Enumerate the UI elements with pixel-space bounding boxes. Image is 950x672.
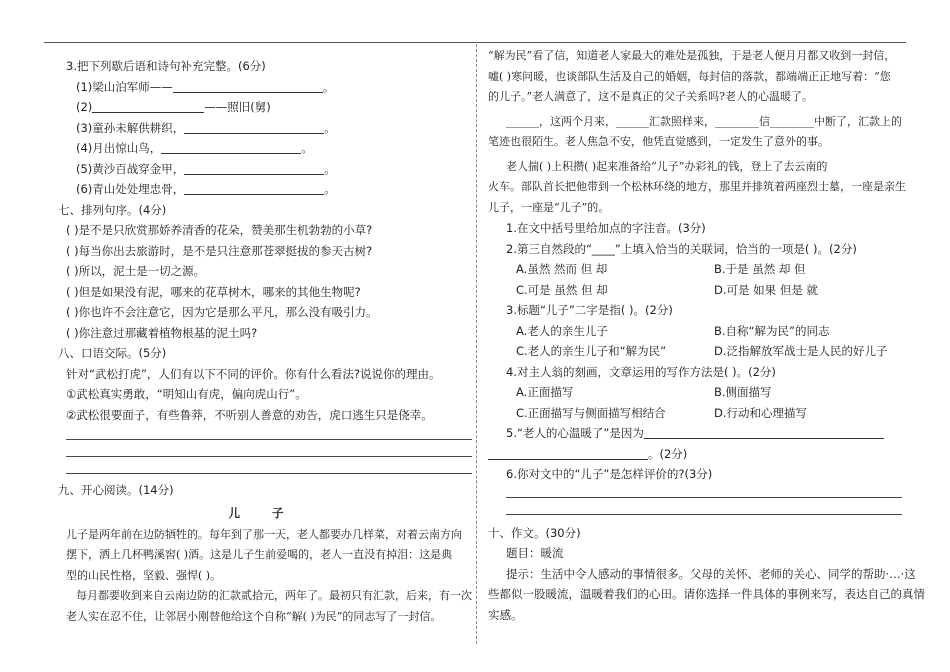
option-c[interactable]: C.可是 虽然 但 却 <box>516 282 608 297</box>
question-3-options <box>488 341 908 362</box>
option-c[interactable]: C.正面描写与侧面描写相结合 <box>516 405 666 420</box>
s8-answer-line[interactable] <box>66 473 472 474</box>
passage-line: 老人揣( )上积攒( )起来准备给“儿子”办彩礼的钱，登上了去云南的 <box>506 159 828 173</box>
question-3: 3.标题“儿子”二字是指( )。(2分) <box>506 303 673 317</box>
s7-item: ( )每当你出去旅游时，是不是只注意那苍翠挺拔的参天古树? <box>66 243 373 258</box>
passage-line: 笔迹也很陌生。老人焦急不安，他凭直觉感到，一定发生了意外的事。 <box>488 135 829 148</box>
q3-item-6: (6)青山处处埋忠骨， 。 <box>76 182 336 196</box>
option-b[interactable]: B.自称“解为民”的同志 <box>714 323 830 338</box>
question-3-options <box>488 321 908 342</box>
s7-item: ( )但是如果没有泥，哪来的花草树木，哪来的其他生物呢? <box>66 284 361 299</box>
option-d[interactable]: D.行动和心理描写 <box>714 405 808 420</box>
right-column <box>488 46 925 625</box>
question-4-options <box>488 382 908 403</box>
q6-answer-line[interactable] <box>506 514 902 515</box>
s7-item: ( )你也许不会注意它，因为它是那么平凡，那么没有吸引力。 <box>66 305 378 319</box>
question-4: 4.对主人翁的刻画，文章运用的写作方法是( )。(2分) <box>506 364 776 379</box>
s8-answer-line[interactable] <box>66 439 472 440</box>
essay-hint: 实感。 <box>488 607 523 622</box>
essay-hint: 些都似一股暖流，温暖着我们的心田。请你选择一件具体的事例来写，表达自己的真情 <box>488 587 925 601</box>
passage-line: 儿子，一座是“儿子”的。 <box>488 200 610 214</box>
passage-line: 每月都要收到来自云南边防的汇款贰拾元，两年了。最初只有汇款，后来，有一次 <box>76 589 472 602</box>
question-6: 6.你对文中的“儿子”是怎样评价的?(3分) <box>506 467 713 481</box>
s8-opinion-2: ②武松很要面子，有些鲁莽，不听别人善意的劝告，虎口逃生只是侥幸。 <box>66 407 433 422</box>
option-d[interactable]: D.可是 如果 但是 就 <box>714 282 818 297</box>
question-4-options <box>488 403 908 424</box>
s7-item: ( )所以，泥土是一切之源。 <box>66 264 206 278</box>
passage-line: 嘘( )寒问暖，也谈部队生活及自己的婚姻，每封信的落款，都端端正正地写着：“您 <box>488 69 891 83</box>
s8-heading: 八、口语交际。(5分) <box>58 346 167 360</box>
q5-answer-line[interactable] <box>488 447 648 460</box>
option-b[interactable]: B.侧面描写 <box>714 385 772 399</box>
q3-item-5: (5)黄沙百战穿金甲， 。 <box>76 161 336 176</box>
s8-answer-line[interactable] <box>66 456 472 457</box>
question-5-continued: 。(2分) <box>488 444 908 465</box>
left-column <box>58 56 472 627</box>
q6-answer-line[interactable] <box>506 497 902 498</box>
question-5: 5.“老人的心温暖了”是因为 <box>488 423 908 444</box>
q3-item-1: (1)梁山泊军师—— 。 <box>76 79 335 94</box>
option-a[interactable]: A.正面描写 <box>516 385 574 399</box>
passage-line: 儿子是两年前在边防牺牲的。每年到了那一天，老人都要办几样菜，对着云南方向 <box>66 527 462 541</box>
passage-line: 型的山民性格，坚毅、强悍( )。 <box>66 568 222 582</box>
passage-line: ______，这两个月来，______汇款照样来，________信________中断了，汇款上的 <box>506 114 902 128</box>
q3-item-4: (4)月出惊山鸟， 。 <box>76 141 313 155</box>
question-1: 1.在文中括号里给加点的字注音。(3分) <box>506 221 706 235</box>
option-a[interactable]: A.老人的亲生儿子 <box>516 323 608 338</box>
column-divider <box>476 44 477 644</box>
option-c[interactable]: C.老人的亲生儿子和“解为民” <box>516 344 667 358</box>
q3-heading: 3.把下列歇后语和诗句补充完整。(6分) <box>66 59 266 73</box>
question-2: 2.第三自然段的“____”上填入恰当的关联词，恰当的一项是( )。(2分) <box>506 241 857 256</box>
s7-heading: 七、排列句序。(4分) <box>58 202 167 217</box>
passage-line: 老人实在忍不住，让邻居小刚替他给这个自称“解( )为民”的同志写了一封信。 <box>66 609 442 623</box>
question-2-options <box>488 259 908 280</box>
essay-topic: 题目：暖流 <box>506 546 564 560</box>
passage-line: 的儿子。”老人满意了，这不是真正的父子关系吗?老人的心温暖了。 <box>488 90 814 103</box>
question-2-options <box>488 280 908 301</box>
s8-opinion-1: ①武松真实勇敢，“明知山有虎，偏向虎山行”。 <box>66 387 307 401</box>
top-rule <box>44 42 906 43</box>
q3-item-3: (3)童孙未解供耕织， 。 <box>76 120 336 135</box>
passage-line: “解为民”看了信，知道老人家最大的难处是孤独，于是老人便月月都又收到一封信， <box>488 49 896 62</box>
option-d[interactable]: D.泛指解放军战士是人民的好儿子 <box>714 344 888 358</box>
essay-hint: 提示：生活中令人感动的事情很多。父母的关怀、老师的关心、同学的帮助·…·这 <box>506 566 916 581</box>
s8-prompt: 针对“武松打虎”，人们有以下不同的评价。你有什么看法?说说你的理由。 <box>66 366 441 381</box>
passage-line: 火车。部队首长把他带到一个松林环绕的地方，那里并排筑着两座烈士墓，一座是亲生 <box>488 180 906 193</box>
s9-heading: 九、开心阅读。(14分) <box>58 483 174 497</box>
passage-line: 摆下，洒上几杯鸭溪窖( )酒。这是儿子生前爱喝的，老人一直没有掉泪：这是典 <box>66 548 453 561</box>
q3-item-2: (2) ——照旧(舅) <box>76 100 271 114</box>
passage-title: 儿 子 <box>228 505 298 520</box>
s7-item: ( )你注意过那藏着植物根基的泥土吗? <box>66 325 258 340</box>
option-b[interactable]: B.于是 虽然 却 但 <box>714 262 806 276</box>
option-a[interactable]: A.虽然 然而 但 却 <box>516 262 608 276</box>
s7-item: ( )是不是只欣赏那娇养清香的花朵，赞美那生机勃勃的小草? <box>66 223 373 237</box>
s10-heading: 十、作文。(30分) <box>488 525 581 540</box>
